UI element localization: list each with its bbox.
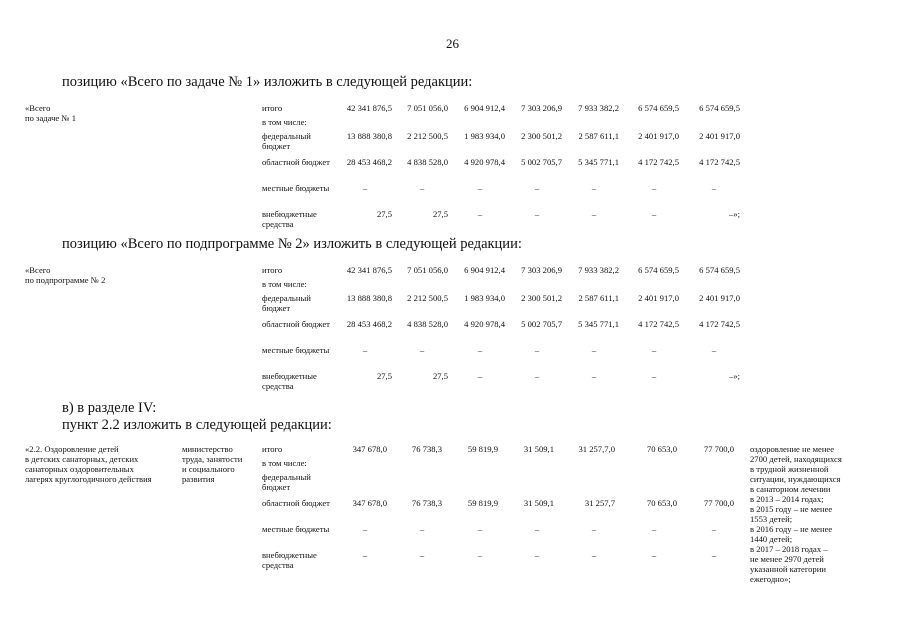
row-label: федеральный бюджет (262, 131, 311, 151)
value-cell: 2 401 917,0 (638, 131, 679, 141)
value-cell: 7 051 056,0 (407, 265, 448, 275)
value-cell: 5 345 771,1 (578, 319, 619, 329)
value-cell: 2 587 611,1 (578, 293, 619, 303)
result-line: ежегодно»; (750, 574, 791, 584)
value-cell: 70 653,0 (646, 444, 677, 454)
value-cell: – (591, 550, 597, 560)
value-cell: – (534, 524, 540, 534)
value-cell: – (419, 524, 425, 534)
value-cell: – (477, 524, 483, 534)
value-cell: – (477, 183, 483, 193)
value-cell: 4 172 742,5 (638, 319, 679, 329)
row-label: в том числе: (262, 458, 307, 468)
value-cell: – (591, 183, 597, 193)
value-cell: –»; (729, 209, 740, 219)
value-cell: 31 257,7,0 (578, 444, 615, 454)
value-cell: 2 300 501,2 (521, 131, 562, 141)
block3-executor-line: и социального (182, 464, 235, 474)
result-line: оздоровление не менее (750, 444, 835, 454)
block1-heading: позицию «Всего по задаче № 1» изложить в следующей редакции: (62, 74, 473, 90)
value-cell: 1 983 934,0 (464, 131, 505, 141)
value-cell: 5 002 705,7 (521, 319, 562, 329)
value-cell: 7 303 206,9 (521, 103, 562, 113)
value-cell: 4 172 742,5 (638, 157, 679, 167)
section-v-line1: в) в разделе IV: (62, 400, 157, 416)
value-cell: – (362, 345, 368, 355)
value-cell: – (362, 550, 368, 560)
row-label: внебюджетные средства (262, 209, 317, 229)
value-cell: 27,5 (376, 209, 392, 219)
value-cell: 5 345 771,1 (578, 157, 619, 167)
section-v-line2: пункт 2.2 изложить в следующей редакции: (62, 417, 332, 433)
value-cell: 42 341 876,5 (346, 265, 392, 275)
value-cell: – (591, 209, 597, 219)
result-line: в 2017 – 2018 годах – (750, 544, 828, 554)
value-cell: 28 453 468,2 (346, 157, 392, 167)
value-cell: 4 920 978,4 (464, 157, 505, 167)
result-line: в санаторном лечении (750, 484, 831, 494)
value-cell: 4 838 528,0 (407, 157, 448, 167)
value-cell: – (534, 209, 540, 219)
block3-item-line: «2.2. Оздоровление детей (25, 444, 119, 454)
value-cell: 6 574 659,5 (638, 103, 679, 113)
value-cell: – (477, 550, 483, 560)
value-cell: – (651, 345, 657, 355)
row-label: федеральный бюджет (262, 293, 311, 313)
value-cell: – (711, 183, 717, 193)
row-label: федеральный бюджет (262, 472, 311, 492)
value-cell: – (591, 371, 597, 381)
value-cell: 2 401 917,0 (699, 293, 740, 303)
value-cell: – (534, 345, 540, 355)
block2-title-line: «Всего (25, 265, 51, 275)
value-cell: 6 574 659,5 (638, 265, 679, 275)
row-label: областной бюджет (262, 157, 330, 167)
value-cell: 77 700,0 (703, 444, 734, 454)
value-cell: 31 509,1 (523, 444, 554, 454)
value-cell: 1 983 934,0 (464, 293, 505, 303)
row-label: местные бюджеты (262, 524, 330, 534)
block3-result (750, 444, 842, 584)
value-cell: 2 401 917,0 (699, 131, 740, 141)
value-cell: – (362, 183, 368, 193)
value-cell: – (534, 371, 540, 381)
value-cell: 347 678,0 (352, 498, 387, 508)
value-cell: 7 933 382,2 (578, 103, 619, 113)
value-cell: 2 587 611,1 (578, 131, 619, 141)
row-label: итого (262, 444, 283, 454)
result-line: в 2016 году – не менее (750, 524, 833, 534)
value-cell: 28 453 468,2 (346, 319, 392, 329)
value-cell: – (419, 345, 425, 355)
row-label: в том числе: (262, 117, 307, 127)
row-label: внебюджетные средства (262, 550, 317, 570)
block3-executor-line: министерство (182, 444, 233, 454)
value-cell: 70 653,0 (646, 498, 677, 508)
block1-title (25, 103, 76, 123)
row-label: местные бюджеты (262, 345, 330, 355)
result-line: в 2015 году – не менее (750, 504, 833, 514)
block2-heading: позицию «Всего по подпрограмме № 2» изложить в следующей редакции: (62, 236, 522, 252)
value-cell: 7 303 206,9 (521, 265, 562, 275)
block3-item-line: санаторных оздоровительных (25, 464, 134, 474)
value-cell: – (651, 524, 657, 534)
row-label: итого (262, 103, 283, 113)
value-cell: 6 574 659,5 (699, 103, 740, 113)
block3-executor (182, 444, 242, 484)
value-cell: 42 341 876,5 (346, 103, 392, 113)
block1-title-line: «Всего (25, 103, 51, 113)
value-cell: 4 920 978,4 (464, 319, 505, 329)
value-cell: – (419, 550, 425, 560)
block3-executor-line: развития (182, 474, 215, 484)
row-label: внебюджетные средства (262, 371, 317, 391)
value-cell: 31 509,1 (523, 498, 554, 508)
result-line: указанной категории (750, 564, 826, 574)
result-line: 2700 детей, находящихся (750, 454, 842, 464)
value-cell: 77 700,0 (703, 498, 734, 508)
value-cell: – (534, 183, 540, 193)
value-cell: 59 819,9 (467, 444, 498, 454)
value-cell: 27,5 (432, 371, 448, 381)
value-cell: – (711, 550, 717, 560)
value-cell: – (711, 524, 717, 534)
result-line: в трудной жизненной (750, 464, 829, 474)
value-cell: – (651, 209, 657, 219)
value-cell: 31 257,7 (584, 498, 615, 508)
value-cell: 76 738,3 (411, 444, 442, 454)
value-cell: 6 904 912,4 (464, 103, 505, 113)
row-label: областной бюджет (262, 319, 330, 329)
value-cell: – (362, 524, 368, 534)
value-cell: – (651, 550, 657, 560)
row-label: местные бюджеты (262, 183, 330, 193)
result-line: ситуации, нуждающихся (750, 474, 841, 484)
value-cell: 13 888 380,8 (346, 293, 392, 303)
value-cell: 27,5 (376, 371, 392, 381)
block3-item-name (25, 444, 152, 484)
value-cell: 4 172 742,5 (699, 319, 740, 329)
value-cell: – (711, 345, 717, 355)
value-cell: 59 819,9 (467, 498, 498, 508)
result-line: в 2013 – 2014 годах; (750, 494, 824, 504)
block3-item-line: в детских санаторных, детских (25, 454, 139, 464)
value-cell: 13 888 380,8 (346, 131, 392, 141)
value-cell: –»; (729, 371, 740, 381)
value-cell: – (477, 345, 483, 355)
value-cell: 4 172 742,5 (699, 157, 740, 167)
value-cell: 76 738,3 (411, 498, 442, 508)
value-cell: – (591, 345, 597, 355)
block3-item-line: лагерях круглогодичного действия (25, 474, 152, 484)
value-cell: – (477, 209, 483, 219)
value-cell: – (651, 183, 657, 193)
value-cell: 4 838 528,0 (407, 319, 448, 329)
block2-title-line: по подпрограмме № 2 (25, 275, 106, 285)
value-cell: 27,5 (432, 209, 448, 219)
value-cell: 347 678,0 (352, 444, 387, 454)
value-cell: – (477, 371, 483, 381)
row-label: в том числе: (262, 279, 307, 289)
value-cell: 7 051 056,0 (407, 103, 448, 113)
value-cell: 6 904 912,4 (464, 265, 505, 275)
row-label: областной бюджет (262, 498, 330, 508)
result-line: 1440 детей; (750, 534, 793, 544)
result-line: 1553 детей; (750, 514, 793, 524)
value-cell: 5 002 705,7 (521, 157, 562, 167)
value-cell: 2 212 500,5 (407, 293, 448, 303)
row-label: итого (262, 265, 283, 275)
value-cell: – (651, 371, 657, 381)
value-cell: – (419, 183, 425, 193)
block1-title-line: по задаче № 1 (25, 113, 77, 123)
value-cell: 7 933 382,2 (578, 265, 619, 275)
result-line: не менее 2970 детей (750, 554, 824, 564)
value-cell: 2 300 501,2 (521, 293, 562, 303)
value-cell: – (591, 524, 597, 534)
value-cell: 2 212 500,5 (407, 131, 448, 141)
block2-title (25, 265, 105, 285)
page-number: 26 (446, 36, 459, 51)
value-cell: – (534, 550, 540, 560)
value-cell: 6 574 659,5 (699, 265, 740, 275)
value-cell: 2 401 917,0 (638, 293, 679, 303)
block3-executor-line: труда, занятости (182, 454, 243, 464)
